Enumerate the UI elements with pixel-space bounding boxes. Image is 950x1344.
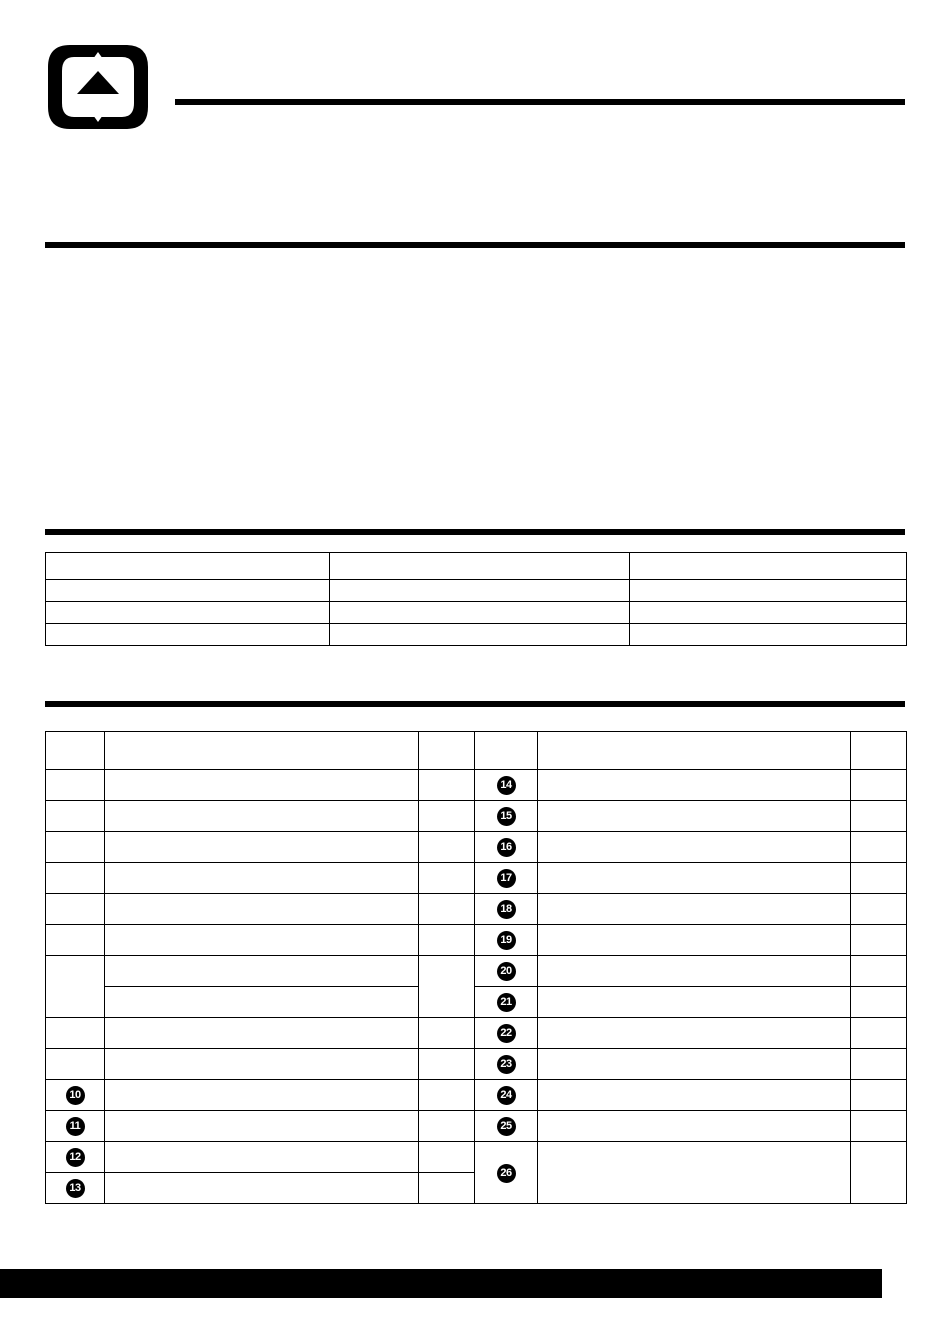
table-row	[46, 602, 907, 624]
part-number-badge: 20	[497, 962, 516, 981]
part-number-badge: 24	[497, 1086, 516, 1105]
table-row	[46, 580, 907, 602]
brand-logo-icon	[48, 45, 148, 129]
table-row	[46, 1111, 907, 1142]
table-row	[46, 956, 907, 987]
table-row	[46, 894, 907, 925]
part-number-badge: 18	[497, 900, 516, 919]
table-header-row	[46, 553, 907, 580]
part-number-badge: 21	[497, 993, 516, 1012]
part-number-badge: 14	[497, 776, 516, 795]
section-rule	[45, 242, 905, 248]
part-number-badge: 10	[66, 1086, 85, 1105]
table-row	[46, 624, 907, 646]
table-row	[46, 987, 907, 1018]
part-number-badge: 17	[497, 869, 516, 888]
table-row	[46, 1049, 907, 1080]
section-rule	[45, 701, 905, 707]
table-row	[46, 770, 907, 801]
table-row	[46, 1142, 907, 1173]
header-rule	[175, 99, 905, 105]
footer-bar	[0, 1269, 882, 1298]
parts-list-table	[45, 731, 907, 1204]
table-row	[46, 1018, 907, 1049]
part-number-badge: 19	[497, 931, 516, 950]
part-number-badge: 23	[497, 1055, 516, 1074]
part-number-badge: 22	[497, 1024, 516, 1043]
part-number-badge: 15	[497, 807, 516, 826]
part-number-badge: 11	[66, 1117, 85, 1136]
part-number-badge: 26	[497, 1164, 516, 1183]
section-rule	[45, 529, 905, 535]
table-row	[46, 1080, 907, 1111]
table-row	[46, 925, 907, 956]
info-table	[45, 552, 907, 646]
table-row	[46, 801, 907, 832]
part-number-badge: 25	[497, 1117, 516, 1136]
part-number-badge: 13	[66, 1179, 85, 1198]
table-row	[46, 863, 907, 894]
table-header-row	[46, 732, 907, 770]
table-row	[46, 832, 907, 863]
part-number-badge: 12	[66, 1148, 85, 1167]
part-number-badge: 16	[497, 838, 516, 857]
